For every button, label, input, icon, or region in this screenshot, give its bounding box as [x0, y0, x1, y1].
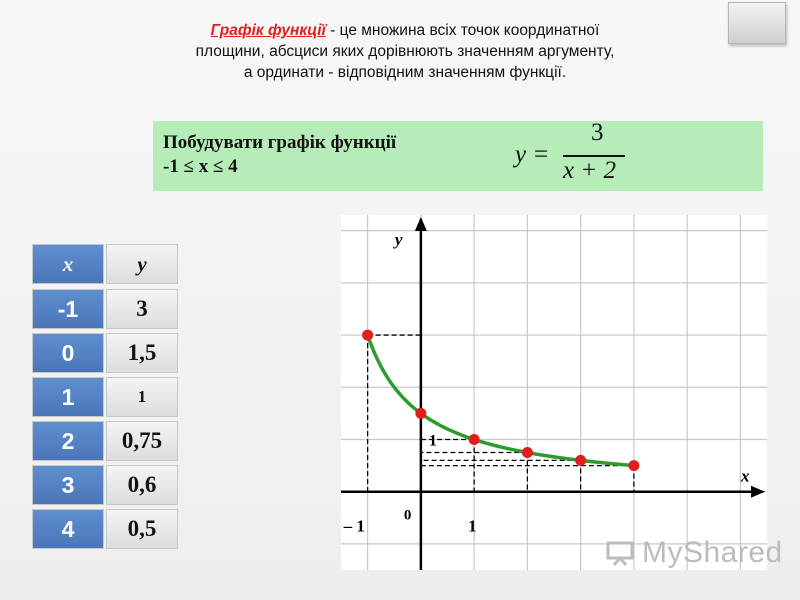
table-cell-y: 1: [106, 377, 178, 417]
data-point: [415, 408, 426, 419]
definition-term: Графік функції: [210, 22, 326, 39]
task-line-1: Побудувати графік функції: [163, 132, 397, 153]
definition-text: [195, 20, 615, 83]
task-line-2: -1 ≤ x ≤ 4: [163, 156, 238, 177]
x-axis-label: x: [741, 466, 750, 486]
function-graph: [341, 215, 767, 570]
formula-numerator: 3: [591, 119, 604, 146]
formula-denominator: x + 2: [563, 157, 616, 184]
table-cell-x: 3: [32, 465, 104, 505]
slide-nav-button[interactable]: [728, 2, 786, 44]
data-point: [522, 447, 533, 458]
y-axis-label: y: [394, 230, 403, 249]
watermark-text: MyShared: [642, 536, 783, 569]
data-point: [362, 330, 373, 341]
table-header-y: y: [106, 244, 178, 284]
table-cell-x: 2: [32, 421, 104, 461]
function-formula: [513, 119, 623, 187]
table-cell-y: 0,5: [106, 509, 178, 549]
origin-label: 0: [403, 507, 412, 524]
data-point: [469, 434, 480, 445]
y-tick-label-1: 1: [428, 432, 437, 450]
table-cell-y: 1,5: [106, 333, 178, 373]
table-cell-y: 0,75: [106, 421, 178, 461]
x-tick-label-minus-1: – 1: [343, 516, 365, 536]
data-point: [575, 455, 586, 466]
task-box: [153, 121, 763, 191]
table-cell-x: 1: [32, 377, 104, 417]
formula-lhs: y =: [515, 141, 550, 168]
data-point: [628, 460, 639, 471]
x-tick-label-1: 1: [468, 516, 477, 536]
table-cell-y: 3: [106, 289, 178, 329]
definition-body: - це множина всіх точок координатної площини, абсциси яких дорівнюють значенням аргументу, а ординати - відповідним значенням функції.: [195, 22, 615, 81]
task-text: [163, 131, 396, 179]
presentation-icon: [606, 540, 636, 566]
table-cell-y: 0,6: [106, 465, 178, 505]
table-cell-x: 0: [32, 333, 104, 373]
table-header-x: x: [32, 244, 104, 284]
watermark: [606, 535, 783, 571]
table-cell-x: -1: [32, 289, 104, 329]
table-cell-x: 4: [32, 509, 104, 549]
